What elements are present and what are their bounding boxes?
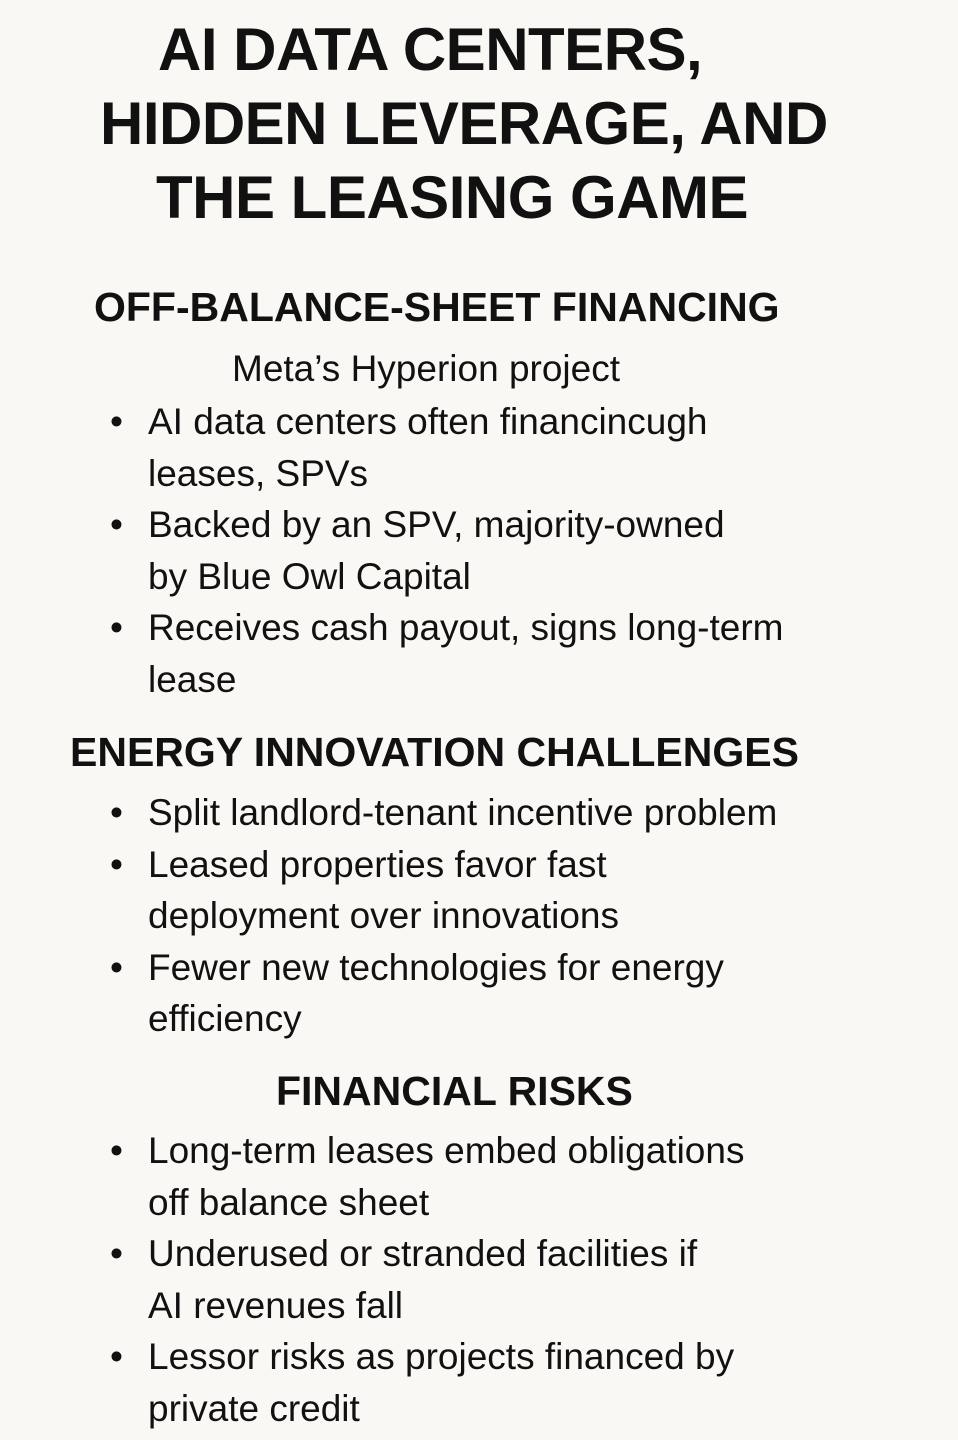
list-item: • AI data centers often financincugh leases, SPVs: [110, 396, 950, 499]
list-item: • Lessor risks as projects financed by private credit: [110, 1331, 950, 1434]
list-item: • Split landlord-tenant incentive problem: [110, 787, 950, 839]
list-item: • Receives cash payout, signs long-term lease: [110, 602, 950, 705]
bullet-list: [110, 396, 950, 705]
page-title-line-2: HIDDEN LEVERAGE, AND: [100, 90, 828, 157]
bullet-list: [110, 787, 950, 1045]
page-title-line-3: THE LEASING GAME: [156, 164, 749, 231]
section-heading: ENERGY INNOVATION CHALLENGES: [70, 729, 799, 775]
list-item: • Leased properties favor fast deployment over innovations: [110, 839, 950, 942]
page-title-line-1: AI DATA CENTERS,: [158, 16, 703, 83]
list-item: • Underused or stranded facilities if AI revenues fall: [110, 1228, 950, 1331]
list-item: • Backed by an SPV, majority-owned by Blue Owl Capital: [110, 499, 950, 602]
section-heading: OFF-BALANCE-SHEET FINANCING: [94, 284, 780, 330]
section-subtitle: Meta’s Hyperion project: [232, 348, 620, 389]
list-item: • Fewer new technologies for energy efficiency: [110, 942, 950, 1045]
section-heading: FINANCIAL RISKS: [276, 1068, 633, 1114]
list-item: • Long-term leases embed obligations off balance sheet: [110, 1125, 950, 1228]
bullet-list: [110, 1125, 950, 1434]
